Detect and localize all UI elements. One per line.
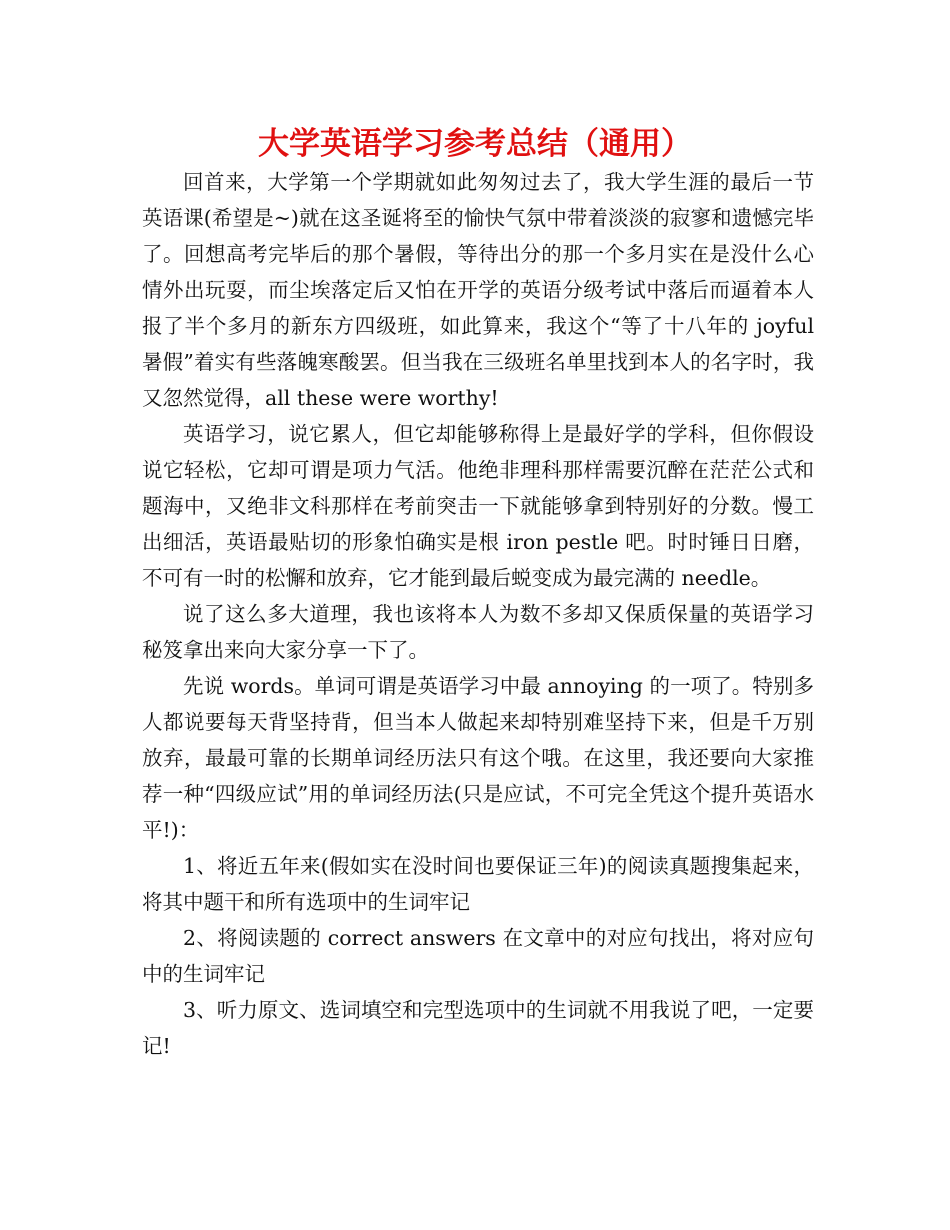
paragraph-words: 先说 words。单词可谓是英语学习中最 annoying 的一项了。特别多人都说要每天背坚持背，但当本人做起来却特别难坚持下来，但是千万别放弃，最最可靠的长期单词经历法只有这个哦。在这里，我还要向大家推荐一种“四级应试”用的单词经历法(只是应试，不可完全凭这个提升英语水平!)： bbox=[142, 674, 814, 842]
list-item-1: 1、将近五年来(假如实在没时间也要保证三年)的阅读真题搜集起来，将其中题干和所有选项中的生词牢记 bbox=[142, 854, 814, 914]
paragraph-sharing: 说了这么多大道理，我也该将本人为数不多却又保质保量的英语学习秘笈拿出来向大家分享一下了。 bbox=[142, 602, 814, 662]
list-item-3: 3、听力原文、选词填空和完型选项中的生词就不用我说了吧，一定要记! bbox=[142, 998, 814, 1058]
paragraph-english-learning: 英语学习，说它累人，但它却能够称得上是最好学的学科，但你假设说它轻松，它却可谓是项力气活。他绝非理科那样需要沉醉在茫茫公式和题海中，又绝非文科那样在考前突击一下就能够拿到特别好的分数。慢工出细活，英语最贴切的形象怕确实是根 iron pestle 吧。时时锤日日磨，不可有一时的松懈和放弃，它才能到最后蜕变成为最完满的 needle。 bbox=[142, 422, 814, 590]
paragraph-intro: 回首来，大学第一个学期就如此匆匆过去了，我大学生涯的最后一节英语课(希望是~)就在这圣诞将至的愉快气氛中带着淡淡的寂寥和遗憾完毕了。回想高考完毕后的那个暑假，等待出分的那一个多月实在是没什么心情外出玩耍，而尘埃落定后又怕在开学的英语分级考试中落后而逼着本人报了半个多月的新东方四级班，如此算来，我这个“等了十八年的 joyful 暑假”着实有些落魄寒酸罢。但当我在三级班名单里找到本人的名字时，我又忽然觉得，all these were worthy! bbox=[142, 170, 814, 410]
document-body bbox=[142, 164, 814, 1064]
list-item-2: 2、将阅读题的 correct answers 在文章中的对应句找出，将对应句中的生词牢记 bbox=[142, 926, 814, 986]
document-title: 大学英语学习参考总结（通用） bbox=[258, 126, 692, 162]
